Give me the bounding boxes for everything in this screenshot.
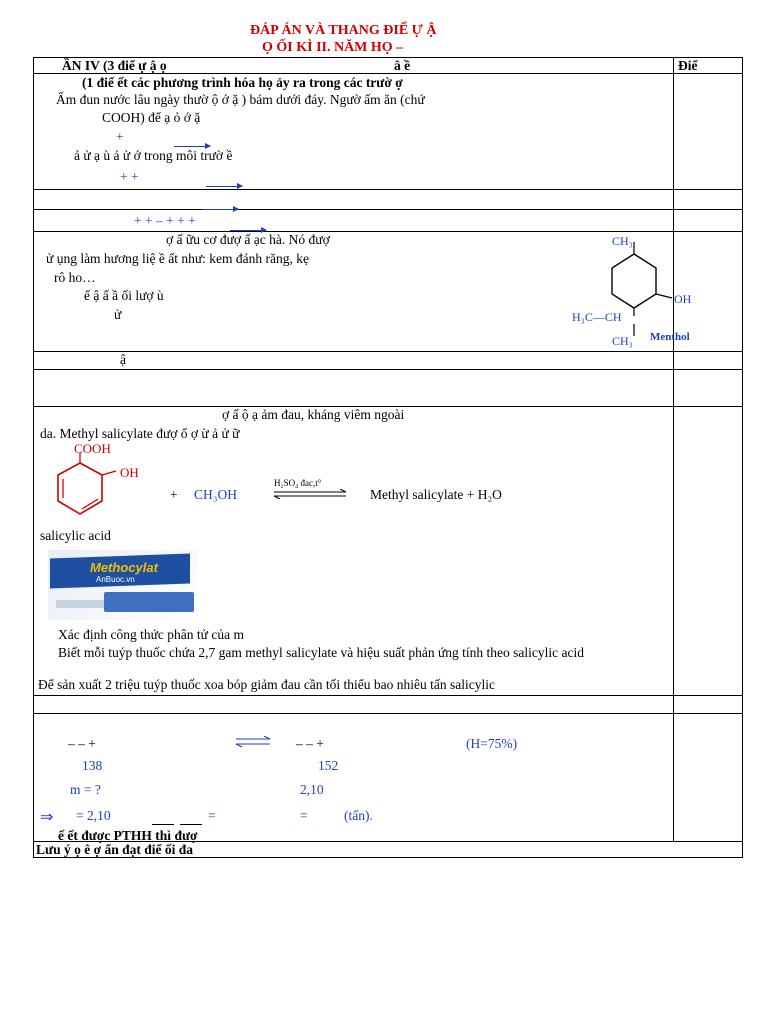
reaction-condition: H₂SO₄ đac,t° bbox=[274, 478, 322, 488]
salicylate-line2: da. Methyl salicylate đượ ổ ợ ừ ả ử ữ bbox=[40, 426, 240, 441]
ch3-bottom-label: CH₃ bbox=[612, 334, 633, 348]
equilibrium-arrow-2 bbox=[234, 736, 272, 748]
menthol-structure bbox=[554, 232, 714, 350]
equals-2: = bbox=[300, 808, 308, 823]
product-image bbox=[48, 550, 198, 620]
footer-note: Lưu ý ọ ê ợ ẩn đạt điể ối đa bbox=[36, 842, 193, 857]
eq-signs: + + – + + + bbox=[134, 213, 196, 228]
section-header: ẦN IV (3 điể ự ậ ọ bbox=[62, 58, 167, 73]
eq-signs-left: – – + bbox=[68, 736, 96, 751]
menthol-line4: ế ậ ấ ầ ối lượ ù bbox=[84, 288, 164, 303]
answer-text: ậ bbox=[120, 352, 126, 367]
implies-symbol: ⇒ bbox=[40, 809, 54, 826]
ton-unit: (tấn). bbox=[344, 808, 373, 823]
unknown-mass: m = ? bbox=[70, 782, 101, 797]
part1-heading: (1 điể ết các phương trình hóa họ ảy ra trong các trườ ợ bbox=[82, 75, 403, 90]
score-header: Điể bbox=[678, 58, 698, 73]
h3c-ch-label: H₃C—CH bbox=[572, 310, 622, 324]
molar-mass-1: 138 bbox=[82, 758, 103, 773]
footer-row bbox=[34, 842, 743, 858]
question-3: Để sản xuất 2 triệu tuýp thuốc xoa bóp giảm đau cần tối thiểu bao nhiêu tấn salicylic bbox=[38, 677, 496, 692]
salicylic-oh-label: OH bbox=[120, 465, 139, 480]
eq-plus: + bbox=[116, 129, 124, 144]
menthol-row bbox=[34, 232, 743, 352]
yield-label: (H=75%) bbox=[466, 736, 518, 751]
solution-divider-row bbox=[34, 696, 743, 714]
calc-expression: = 2,10 bbox=[76, 808, 111, 823]
part1-line3: ả ử ạ ù ả ử ớ trong môi trườ ề bbox=[74, 148, 233, 163]
oh-label: OH bbox=[674, 292, 692, 306]
cooh-label: COOH bbox=[74, 441, 111, 456]
menthol-line2: ử ụng làm hương liệ ề ất như: kem đánh răng, kẹ bbox=[46, 251, 310, 266]
header-mid: â ề bbox=[394, 58, 411, 73]
equilibrium-arrow bbox=[272, 489, 348, 499]
part1-row bbox=[34, 74, 743, 190]
doc-title-line2: Ọ ỐI KÌ II. NĂM HỌ – bbox=[262, 40, 404, 55]
known-mass: 2,10 bbox=[300, 782, 324, 797]
menthol-line5: ử bbox=[114, 307, 122, 322]
equals-1: = bbox=[208, 808, 216, 823]
grading-note: ế ết được PTHH thì đượ bbox=[58, 828, 198, 843]
ch3-top-label: CH₃ bbox=[612, 234, 633, 248]
answer-table bbox=[33, 57, 743, 858]
question-2: Biết mỗi tuýp thuốc chứa 2,7 gam methyl salicylate và hiệu suất phản ứng tính theo salicylic acid bbox=[58, 645, 585, 660]
salicylate-line1: ợ ấ ộ ạ ảm đau, kháng viêm ngoài bbox=[222, 407, 405, 422]
salicylic-acid-label: salicylic acid bbox=[40, 528, 111, 543]
part1-line2: COOH) để ạ ỏ ớ ặ bbox=[102, 110, 201, 125]
salicylate-row bbox=[34, 407, 743, 696]
menthol-line1: ợ ấ ữu cơ đượ ấ ạc hà. Nó đượ bbox=[166, 232, 330, 247]
box-site: AnBuoc.vn bbox=[96, 575, 135, 584]
molar-mass-2: 152 bbox=[318, 758, 339, 773]
ch3oh-label: CH₃OH bbox=[194, 487, 237, 502]
solution-row bbox=[34, 714, 743, 842]
product-label: Methyl salicylate + H₂O bbox=[370, 487, 502, 502]
menthol-label: Menthol bbox=[650, 331, 690, 343]
eq-row-b bbox=[34, 210, 743, 232]
reactant-plus: + bbox=[170, 487, 178, 502]
question-1: Xác định công thức phân tử của m bbox=[58, 627, 244, 642]
menthol-line3: rô ho… bbox=[54, 270, 96, 285]
doc-title-line1: ĐÁP ÁN VÀ THANG ĐIỂ Ự Ậ bbox=[250, 23, 437, 38]
answer-row bbox=[34, 352, 743, 370]
blank-row bbox=[34, 370, 743, 407]
header-row bbox=[34, 58, 743, 74]
box-brand: Methocylat bbox=[90, 560, 158, 575]
eq-row-a bbox=[34, 190, 743, 210]
eq-plus-2: + + bbox=[120, 169, 139, 184]
eq-signs-right: – – + bbox=[296, 736, 324, 751]
part1-line1: Ấm đun nước lâu ngày thườ ộ ớ ặ ) bám dưới đáy. Ngườ ấm ăn (chứ bbox=[56, 92, 425, 107]
